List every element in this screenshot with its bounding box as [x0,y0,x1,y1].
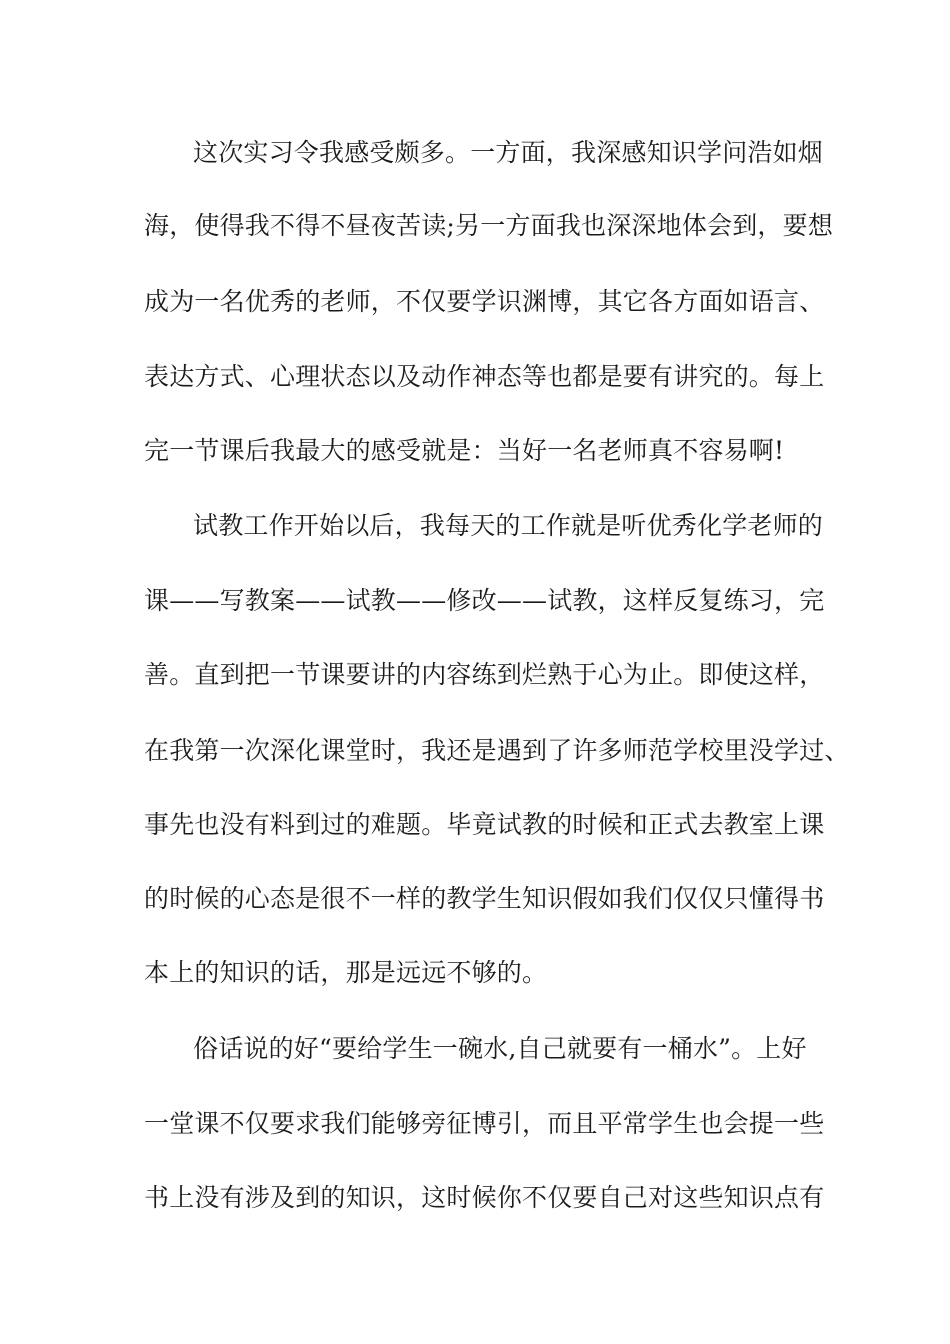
paragraph-2-line-4: 在我第一次深化课堂时，我还是遇到了许多师范学校里没学过、 [144,736,850,765]
paragraph-1-line-5: 完一节课后我最大的感受就是：当好一名老师真不容易啊! [144,436,785,465]
paragraph-3-line-1: 俗话说的好“要给学生一碗水,自己就要有一桶水”。上好 [193,1034,807,1063]
paragraph-2-line-3: 善。直到把一节课要讲的内容练到烂熟于心为止。即使这样， [144,660,825,689]
paragraph-2-line-6: 的时候的心态是很不一样的教学生知识假如我们仅仅只懂得书 [144,884,825,913]
paragraph-1-line-4: 表达方式、心理状态以及动作神态等也都是要有讲究的。每上 [144,362,825,391]
paragraph-1-line-2: 海，使得我不得不昼夜苦读;另一方面我也深深地体会到，要想 [144,211,834,240]
paragraph-3-line-2: 一堂课不仅要求我们能够旁征博引，而且平常学生也会提一些 [144,1109,825,1138]
paragraph-1-line-1: 这次实习令我感受颇多。一方面，我深感知识学问浩如烟 [193,138,824,167]
paragraph-2-line-1: 试教工作开始以后，我每天的工作就是听优秀化学老师的 [193,511,824,540]
paragraph-2-line-7: 本上的知识的话，那是远远不够的。 [144,958,548,987]
paragraph-2-line-5: 事先也没有料到过的难题。毕竟试教的时候和正式去教室上课 [144,810,825,839]
paragraph-2-line-2: 课——写教案——试教——修改——试教，这样反复练习，完 [144,586,825,615]
paragraph-1-line-3: 成为一名优秀的老师，不仅要学识渊博，其它各方面如语言、 [144,287,825,316]
paragraph-3-line-3: 书上没有涉及到的知识，这时候你不仅要自己对这些知识点有 [144,1183,825,1212]
